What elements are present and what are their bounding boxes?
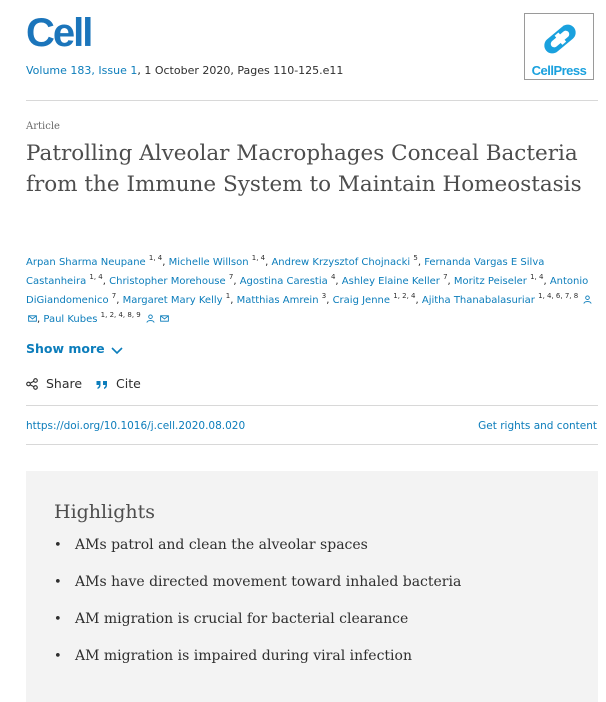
author-link[interactable] <box>453 273 544 287</box>
article-type: Article <box>26 121 60 132</box>
highlights-heading: Highlights <box>54 501 155 523</box>
author-affiliations: 1, 2, 4 <box>393 292 416 300</box>
quote-icon <box>96 379 108 390</box>
author-name: Ajitha Thanabalasuriar <box>421 295 535 306</box>
author-affiliations: 1, 4 <box>251 254 266 262</box>
author-link[interactable] <box>236 292 327 306</box>
author-name: Moritz Peiseler <box>453 276 527 287</box>
journal-logo[interactable]: Cell <box>26 11 92 55</box>
author-link[interactable] <box>109 273 234 287</box>
author-link[interactable] <box>271 254 418 268</box>
person-icon[interactable] <box>146 314 155 323</box>
author-affiliations: 7 <box>111 292 117 300</box>
author-link[interactable] <box>332 292 416 306</box>
journal-header <box>0 0 606 100</box>
author-affiliations: 1, 4 <box>89 273 103 281</box>
header-divider <box>26 100 598 101</box>
doi-link[interactable]: https://doi.org/10.1016/j.cell.2020.08.020 <box>26 420 246 432</box>
links-divider <box>26 444 598 445</box>
author-affiliations: 3 <box>321 292 327 300</box>
author-link[interactable] <box>26 254 163 268</box>
author-affiliations: 1 <box>225 292 231 300</box>
author-name: Christopher Morehouse <box>109 276 226 287</box>
cite-label: Cite <box>116 376 141 391</box>
cellpress-logo[interactable] <box>524 13 594 80</box>
share-label: Share <box>46 376 83 391</box>
email-icon[interactable] <box>160 314 169 323</box>
article-title: Patrolling Alveolar Macrophages Conceal Bacteria from the Immune System to Maintain Homeostasis <box>26 141 582 197</box>
author-name: Fernanda Vargas E Silva Castanheira <box>26 257 545 287</box>
rights-link[interactable]: Get rights and content <box>478 420 597 432</box>
author-name: Arpan Sharma Neupane <box>26 257 146 268</box>
author-affiliations: 1, 4 <box>530 273 544 281</box>
author-affiliations: 5 <box>413 254 418 262</box>
actions-divider <box>26 405 598 406</box>
author-affiliations: 4 <box>330 273 336 281</box>
author-name: Paul Kubes <box>43 314 98 325</box>
share-icon <box>26 378 38 390</box>
author-affiliations: 1, 4 <box>148 254 163 262</box>
author-name: Ashley Elaine Keller <box>341 276 440 287</box>
show-more-label: Show more <box>26 341 105 356</box>
highlight-item: • AM migration is impaired during viral infection <box>54 644 461 681</box>
author-name: Matthias Amrein <box>236 295 319 306</box>
author-affiliations: 1, 2, 4, 8, 9 <box>100 311 141 319</box>
author-name: Craig Jenne <box>332 295 391 306</box>
author-name: Andrew Krzysztof Chojnacki <box>271 257 411 268</box>
author-link[interactable] <box>43 311 169 325</box>
cite-button[interactable] <box>96 376 141 391</box>
author-link[interactable] <box>239 273 336 287</box>
author-name: Margaret Mary Kelly <box>122 295 223 306</box>
cellpress-icon <box>540 18 580 60</box>
cellpress-wordmark: CellPress <box>531 63 587 78</box>
author-name: Antonio DiGiandomenico <box>26 276 589 306</box>
author-list: Arpan Sharma Neupane $^{1, 4}$, Michelle Willson $^{1, 4}$, Andrew Krzysztof Chojnacki $^5$, Fernanda Vargas E Silva Castanheira $^{1, 4}$, Christopher Morehouse $^7$, Agostina Carestia $^4$, Ashley Elaine Keller $^7$, Moritz Peiseler $^{1, 4}$, Antonio DiGiandomenico $^7$, Margaret Mary Kelly $^1$, Matthias Amrein $^3$, Craig Jenne $^{1, 2, 4}$, Ajitha Thanabalasuriar $^{1, 4, 6, 7, 8}$ , Paul Kubes $^{1, 2, 4, 8, 9}$ <box>26 253 601 329</box>
highlight-item: • AMs patrol and clean the alveolar spaces <box>54 533 461 570</box>
author-link[interactable] <box>341 273 448 287</box>
issue-link[interactable]: Volume 183, Issue 1 <box>26 64 138 77</box>
author-link[interactable] <box>168 254 266 268</box>
author-name: Michelle Willson <box>168 257 249 268</box>
author-affiliations: 7 <box>228 273 234 281</box>
author-affiliations: 1, 4, 6, 7, 8 <box>538 292 579 300</box>
highlight-item: • AMs have directed movement toward inhaled bacteria <box>54 570 461 607</box>
show-more-button[interactable] <box>26 341 123 356</box>
highlights-list <box>54 533 461 681</box>
author-link[interactable] <box>122 292 231 306</box>
highlight-item: • AM migration is crucial for bacterial clearance <box>54 607 461 644</box>
share-button[interactable] <box>26 376 82 391</box>
email-icon[interactable] <box>28 314 37 323</box>
highlights-section <box>26 471 598 702</box>
author-name: Agostina Carestia <box>239 276 328 287</box>
chevron-down-icon <box>111 347 123 355</box>
citation-details: , 1 October 2020, Pages 110-125.e11 <box>137 64 344 77</box>
author-affiliations: 7 <box>443 273 448 281</box>
citation <box>26 64 343 77</box>
person-icon[interactable] <box>583 295 592 304</box>
